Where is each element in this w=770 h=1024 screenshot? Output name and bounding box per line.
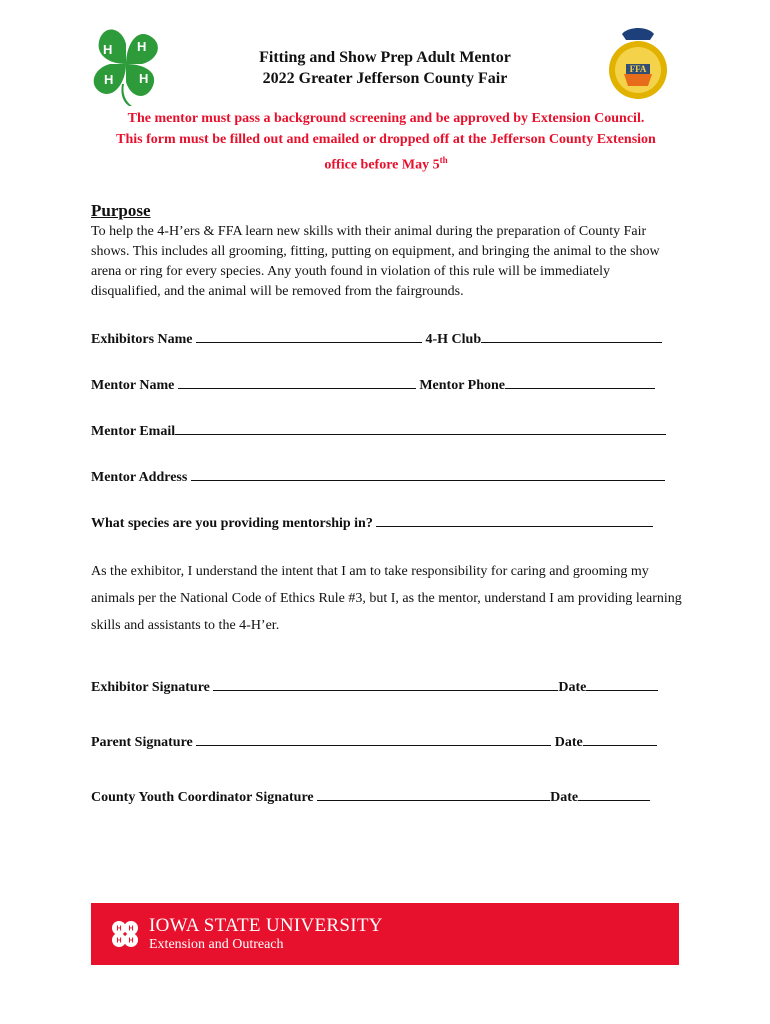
mentor-phone-field[interactable] [505, 376, 655, 389]
svg-text:H: H [103, 42, 113, 57]
svg-text:H: H [137, 39, 147, 54]
coordinator-date-label: Date [550, 790, 579, 805]
notice-line-3 [86, 150, 686, 176]
coordinator-signature-label: County Youth Coordinator Signature [91, 790, 314, 805]
notice-deadline: office before May 5 [324, 157, 440, 173]
notice-line-2: This form must be filled out and emailed or dropped off at the Jefferson County Extension [116, 132, 656, 147]
exhibitor-date-label: Date [558, 680, 587, 695]
svg-text:H: H [104, 72, 114, 87]
mentor-address-row [91, 468, 665, 486]
exhibitor-club-row [91, 330, 662, 348]
svg-text:H: H [139, 71, 149, 86]
mentor-email-label: Mentor Email [91, 424, 176, 439]
species-field[interactable] [376, 514, 653, 527]
mentor-name-label: Mentor Name [91, 378, 175, 393]
mentor-email-field[interactable] [175, 422, 666, 435]
svg-text:H: H [116, 937, 122, 945]
coordinator-date-field[interactable] [578, 788, 650, 801]
svg-text:H: H [128, 937, 134, 945]
club-field[interactable] [481, 330, 662, 343]
mentor-address-field[interactable] [191, 468, 665, 481]
notice-superscript: th [439, 155, 448, 165]
mentor-name-field[interactable] [178, 376, 416, 389]
exhibitor-name-field[interactable] [196, 330, 422, 343]
clover-icon [109, 918, 141, 950]
exhibitor-signature-row [91, 678, 658, 696]
mentor-address-label: Mentor Address [91, 470, 188, 485]
svg-text:FFA: FFA [629, 64, 647, 74]
eligibility-notice [86, 108, 686, 176]
coordinator-signature-field[interactable] [317, 788, 550, 801]
exhibitor-date-field[interactable] [586, 678, 658, 691]
mentor-phone-label: Mentor Phone [419, 378, 506, 393]
mentor-name-phone-row [91, 376, 655, 394]
university-footer-banner [91, 903, 679, 965]
mentor-email-row [91, 422, 666, 440]
exhibitor-name-label: Exhibitors Name [91, 332, 193, 347]
parent-signature-row [91, 733, 657, 751]
species-row [91, 514, 653, 532]
coordinator-signature-row [91, 788, 650, 806]
svg-text:H: H [116, 925, 122, 933]
notice-line-1: The mentor must pass a background screening and be approved by Extension Council. [127, 111, 645, 126]
purpose-heading: Purpose [91, 201, 151, 220]
parent-date-field[interactable] [583, 733, 657, 746]
form-subtitle: 2022 Greater Jefferson County Fair [262, 70, 508, 87]
exhibitor-signature-field[interactable] [213, 678, 558, 691]
parent-date-label: Date [554, 735, 583, 750]
form-title: Fitting and Show Prep Adult Mentor [259, 49, 511, 66]
purpose-text: To help the 4-H’ers & FFA learn new skills with their animal during the preparation of County Fair shows. This includes all grooming, fitting, putting on equipment, and bringing the animal to the show arena or ring for every species. Any youth found in violation of this rule will be immediately disqualified, and the animal will be removed from the fairgrounds. [91, 224, 660, 299]
parent-signature-field[interactable] [196, 733, 551, 746]
club-label: 4-H Club [425, 332, 482, 347]
svg-text:H: H [128, 925, 134, 933]
acknowledgement-text: As the exhibitor, I understand the intent that I am to take responsibility for caring and grooming my animals per the National Code of Ethics Rule #3, but I, as the mentor, understand I am providing learning skills and assistants to the 4-H’er. [91, 564, 682, 633]
species-label: What species are you providing mentorship in? [91, 516, 373, 531]
exhibitor-signature-label: Exhibitor Signature [91, 680, 210, 695]
extension-name: Extension and Outreach [149, 937, 284, 952]
university-name: IOWA STATE UNIVERSITY [149, 915, 383, 936]
parent-signature-label: Parent Signature [91, 735, 193, 750]
